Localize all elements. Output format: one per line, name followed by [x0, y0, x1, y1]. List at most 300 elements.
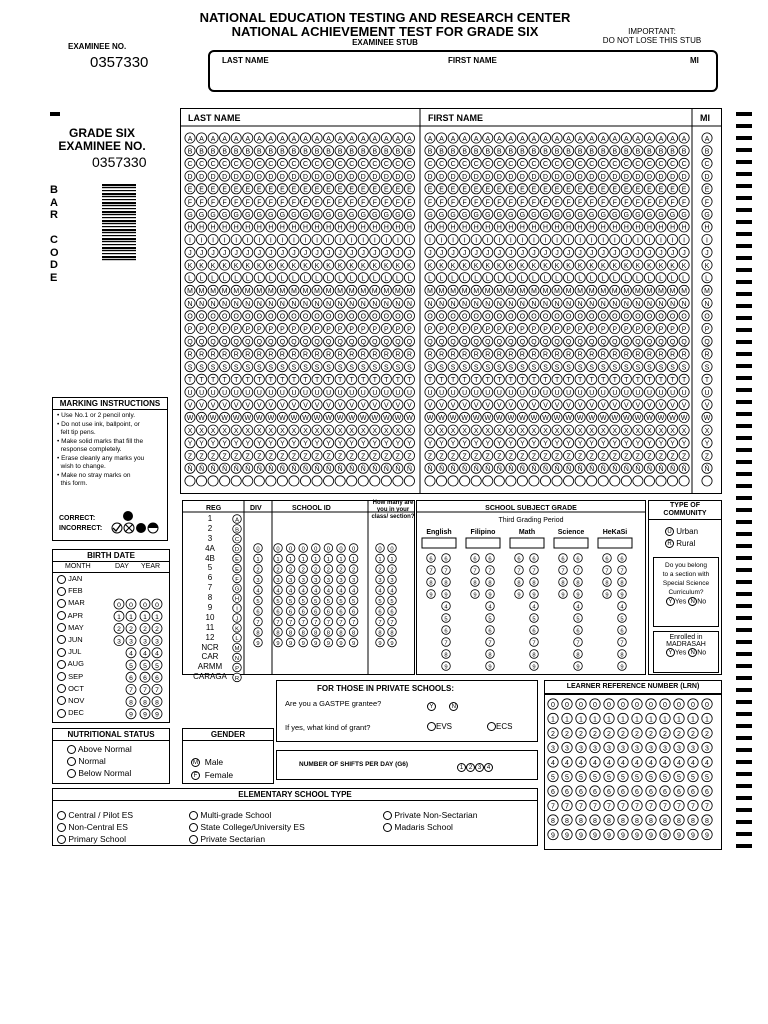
first-name-bubble[interactable] — [483, 285, 493, 295]
last-name-bubble[interactable] — [324, 222, 334, 232]
first-name-bubble[interactable] — [644, 336, 654, 346]
first-name-bubble[interactable] — [598, 247, 608, 257]
first-name-bubble[interactable] — [494, 260, 504, 270]
lrn-bubble[interactable] — [548, 742, 558, 752]
first-name-bubble[interactable] — [575, 146, 585, 156]
last-name-bubble[interactable] — [404, 425, 414, 435]
lrn-bubble[interactable] — [688, 757, 698, 767]
last-name-bubble[interactable] — [208, 311, 218, 321]
first-name-bubble[interactable] — [621, 247, 631, 257]
first-name-bubble[interactable] — [633, 374, 643, 384]
first-name-bubble[interactable] — [552, 463, 562, 473]
lrn-bubble[interactable] — [562, 699, 572, 709]
first-name-bubble[interactable] — [587, 400, 597, 410]
first-name-bubble[interactable] — [494, 463, 504, 473]
first-name-bubble[interactable] — [460, 222, 470, 232]
first-name-bubble[interactable] — [517, 463, 527, 473]
subject-ones-bubble[interactable] — [574, 590, 583, 599]
last-name-bubble[interactable] — [404, 400, 414, 410]
last-name-bubble[interactable] — [277, 374, 287, 384]
first-name-bubble[interactable] — [436, 273, 446, 283]
first-name-bubble[interactable] — [621, 235, 631, 245]
first-name-bubble[interactable] — [517, 285, 527, 295]
first-name-bubble[interactable] — [633, 463, 643, 473]
last-name-bubble[interactable] — [220, 247, 230, 257]
subject-tens-bubble[interactable] — [515, 590, 524, 599]
first-name-bubble[interactable] — [460, 146, 470, 156]
region-bubble[interactable] — [233, 525, 242, 534]
first-name-bubble[interactable] — [529, 298, 539, 308]
last-name-bubble[interactable] — [208, 222, 218, 232]
last-name-bubble[interactable] — [277, 362, 287, 372]
school-id-bubble[interactable] — [349, 596, 358, 605]
first-name-bubble[interactable] — [598, 476, 608, 486]
first-name-bubble[interactable] — [483, 184, 493, 194]
first-name-bubble[interactable] — [564, 247, 574, 257]
first-name-bubble[interactable] — [471, 146, 481, 156]
first-name-bubble[interactable] — [448, 323, 458, 333]
first-name-bubble[interactable] — [471, 349, 481, 359]
first-name-bubble[interactable] — [471, 184, 481, 194]
school-id-bubble[interactable] — [337, 565, 346, 574]
last-name-bubble[interactable] — [324, 362, 334, 372]
first-name-bubble[interactable] — [506, 158, 516, 168]
first-name-bubble[interactable] — [506, 209, 516, 219]
last-name-bubble[interactable] — [370, 196, 380, 206]
last-name-bubble[interactable] — [312, 450, 322, 460]
subject-tens-bubble[interactable] — [559, 578, 568, 587]
first-name-bubble[interactable] — [610, 476, 620, 486]
first-name-bubble[interactable] — [610, 311, 620, 321]
lrn-bubble[interactable] — [688, 771, 698, 781]
last-name-bubble[interactable] — [185, 171, 195, 181]
mi-bubble[interactable] — [702, 425, 712, 435]
last-name-bubble[interactable] — [231, 463, 241, 473]
first-name-bubble[interactable] — [436, 387, 446, 397]
lrn-bubble[interactable] — [646, 757, 656, 767]
last-name-bubble[interactable] — [266, 298, 276, 308]
last-name-bubble[interactable] — [370, 273, 380, 283]
first-name-bubble[interactable] — [529, 336, 539, 346]
first-name-bubble[interactable] — [506, 235, 516, 245]
first-name-bubble[interactable] — [564, 196, 574, 206]
school-id-bubble[interactable] — [337, 617, 346, 626]
lrn-bubble[interactable] — [688, 829, 698, 839]
last-name-bubble[interactable] — [243, 285, 253, 295]
school-id-bubble[interactable] — [312, 565, 321, 574]
last-name-bubble[interactable] — [312, 196, 322, 206]
last-name-bubble[interactable] — [196, 374, 206, 384]
last-name-bubble[interactable] — [277, 146, 287, 156]
last-name-bubble[interactable] — [324, 425, 334, 435]
subject-ones-bubble[interactable] — [442, 566, 451, 575]
last-name-bubble[interactable] — [220, 323, 230, 333]
shifts-options[interactable]: 1 2 3 4 — [457, 759, 493, 777]
first-name-bubble[interactable] — [644, 235, 654, 245]
first-name-bubble[interactable] — [425, 146, 435, 156]
lrn-bubble[interactable] — [590, 786, 600, 796]
first-name-bubble[interactable] — [656, 362, 666, 372]
last-name-bubble[interactable] — [254, 285, 264, 295]
lrn-bubble[interactable] — [590, 829, 600, 839]
male-option[interactable]: M Male — [193, 757, 224, 767]
last-name-bubble[interactable] — [300, 247, 310, 257]
first-name-bubble[interactable] — [575, 400, 585, 410]
last-name-bubble[interactable] — [300, 438, 310, 448]
first-name-bubble[interactable] — [633, 412, 643, 422]
first-name-bubble[interactable] — [460, 184, 470, 194]
last-name-bubble[interactable] — [254, 323, 264, 333]
month-option-nov[interactable] — [53, 696, 113, 708]
first-name-bubble[interactable] — [552, 222, 562, 232]
mi-bubble[interactable] — [702, 450, 712, 460]
mi-bubble[interactable] — [702, 336, 712, 346]
subject-ones-bubble[interactable] — [618, 578, 627, 587]
school-id-bubble[interactable] — [286, 628, 295, 637]
nutrition-option-0-bubble[interactable] — [67, 745, 76, 754]
first-name-bubble[interactable] — [540, 298, 550, 308]
last-name-bubble[interactable] — [220, 171, 230, 181]
first-name-bubble[interactable] — [644, 450, 654, 460]
subject-tens-bubble[interactable] — [603, 578, 612, 587]
first-name-bubble[interactable] — [540, 146, 550, 156]
last-name-bubble[interactable] — [185, 425, 195, 435]
first-name-bubble[interactable] — [587, 196, 597, 206]
lrn-bubble[interactable] — [590, 771, 600, 781]
last-name-bubble[interactable] — [185, 463, 195, 473]
last-name-bubble[interactable] — [196, 400, 206, 410]
mi-bubble[interactable] — [702, 196, 712, 206]
last-name-bubble[interactable] — [335, 222, 345, 232]
lrn-bubble[interactable] — [660, 771, 670, 781]
lrn-bubble[interactable] — [604, 829, 614, 839]
first-name-bubble[interactable] — [471, 412, 481, 422]
last-name-bubble[interactable] — [243, 400, 253, 410]
month-option-sep-bubble[interactable] — [57, 672, 66, 681]
lrn-bubble[interactable] — [688, 800, 698, 810]
last-name-bubble[interactable] — [196, 438, 206, 448]
last-name-bubble[interactable] — [370, 323, 380, 333]
first-name-bubble[interactable] — [621, 222, 631, 232]
first-name-bubble[interactable] — [610, 247, 620, 257]
last-name-bubble[interactable] — [312, 362, 322, 372]
last-name-bubble[interactable] — [231, 425, 241, 435]
mi-bubble[interactable] — [702, 209, 712, 219]
first-name-bubble[interactable] — [656, 209, 666, 219]
last-name-bubble[interactable] — [266, 412, 276, 422]
last-name-bubble[interactable] — [358, 260, 368, 270]
division-bubble[interactable] — [254, 544, 263, 553]
first-name-bubble[interactable] — [679, 146, 689, 156]
first-name-bubble[interactable] — [471, 158, 481, 168]
first-name-bubble[interactable] — [483, 425, 493, 435]
month-option-dec-bubble[interactable] — [57, 709, 66, 718]
mi-bubble[interactable] — [702, 298, 712, 308]
first-name-bubble[interactable] — [587, 387, 597, 397]
first-name-bubble[interactable] — [483, 450, 493, 460]
first-name-bubble[interactable] — [517, 412, 527, 422]
first-name-bubble[interactable] — [517, 158, 527, 168]
first-name-bubble[interactable] — [644, 273, 654, 283]
last-name-bubble[interactable] — [347, 349, 357, 359]
first-name-bubble[interactable] — [483, 273, 493, 283]
last-name-bubble[interactable] — [196, 235, 206, 245]
first-name-bubble[interactable] — [517, 450, 527, 460]
region-bubble[interactable] — [233, 614, 242, 623]
last-name-bubble[interactable] — [231, 412, 241, 422]
last-name-bubble[interactable] — [358, 438, 368, 448]
last-name-bubble[interactable] — [381, 260, 391, 270]
last-name-bubble[interactable] — [231, 133, 241, 143]
last-name-bubble[interactable] — [243, 387, 253, 397]
first-name-bubble[interactable] — [529, 412, 539, 422]
mi-bubble[interactable] — [702, 323, 712, 333]
first-name-bubble[interactable] — [483, 336, 493, 346]
last-name-bubble[interactable] — [277, 412, 287, 422]
last-name-bubble[interactable] — [196, 425, 206, 435]
lrn-bubble[interactable] — [590, 713, 600, 723]
gastpe-options[interactable]: Y N — [427, 698, 458, 716]
first-name-bubble[interactable] — [448, 247, 458, 257]
first-name-bubble[interactable] — [494, 336, 504, 346]
last-name-bubble[interactable] — [196, 362, 206, 372]
last-name-bubble[interactable] — [381, 362, 391, 372]
year-ones-bubble[interactable] — [152, 636, 162, 646]
name-grid[interactable] — [180, 108, 722, 494]
last-name-bubble[interactable] — [324, 171, 334, 181]
first-name-bubble[interactable] — [633, 184, 643, 194]
first-name-bubble[interactable] — [575, 425, 585, 435]
school-id-bubble[interactable] — [286, 607, 295, 616]
last-name-bubble[interactable] — [185, 235, 195, 245]
lrn-bubble[interactable] — [618, 815, 628, 825]
last-name-bubble[interactable] — [277, 209, 287, 219]
first-name-bubble[interactable] — [587, 146, 597, 156]
last-name-bubble[interactable] — [185, 362, 195, 372]
lrn-bubble[interactable] — [548, 699, 558, 709]
first-name-bubble[interactable] — [471, 438, 481, 448]
first-name-bubble[interactable] — [587, 158, 597, 168]
last-name-bubble[interactable] — [254, 171, 264, 181]
first-name-bubble[interactable] — [610, 336, 620, 346]
first-name-bubble[interactable] — [598, 184, 608, 194]
last-name-bubble[interactable] — [381, 209, 391, 219]
lrn-bubble[interactable] — [576, 800, 586, 810]
last-name-bubble[interactable] — [220, 374, 230, 384]
lrn-bubble[interactable] — [688, 728, 698, 738]
last-name-bubble[interactable] — [208, 438, 218, 448]
first-name-bubble[interactable] — [471, 374, 481, 384]
last-name-bubble[interactable] — [358, 425, 368, 435]
last-name-bubble[interactable] — [185, 387, 195, 397]
last-name-bubble[interactable] — [404, 171, 414, 181]
last-name-bubble[interactable] — [312, 146, 322, 156]
last-name-bubble[interactable] — [243, 374, 253, 384]
last-name-bubble[interactable] — [208, 476, 218, 486]
lrn-bubble[interactable] — [702, 742, 712, 752]
last-name-bubble[interactable] — [370, 158, 380, 168]
first-name-bubble[interactable] — [644, 323, 654, 333]
last-name-bubble[interactable] — [220, 336, 230, 346]
first-name-bubble[interactable] — [460, 362, 470, 372]
first-name-bubble[interactable] — [425, 285, 435, 295]
first-name-bubble[interactable] — [483, 374, 493, 384]
first-name-bubble[interactable] — [564, 235, 574, 245]
division-bubble[interactable] — [254, 586, 263, 595]
last-name-bubble[interactable] — [312, 285, 322, 295]
school-type-option-0-0-bubble[interactable] — [57, 811, 66, 820]
first-name-bubble[interactable] — [587, 476, 597, 486]
last-name-bubble[interactable] — [324, 323, 334, 333]
first-name-bubble[interactable] — [436, 222, 446, 232]
last-name-bubble[interactable] — [254, 412, 264, 422]
last-name-bubble[interactable] — [404, 311, 414, 321]
last-name-bubble[interactable] — [289, 438, 299, 448]
first-name-bubble[interactable] — [575, 196, 585, 206]
first-name-bubble[interactable] — [679, 311, 689, 321]
subject-ones-bubble[interactable] — [486, 626, 495, 635]
last-name-bubble[interactable] — [196, 387, 206, 397]
first-name-bubble[interactable] — [506, 387, 516, 397]
last-name-bubble[interactable] — [381, 425, 391, 435]
school-id-bubble[interactable] — [312, 586, 321, 595]
first-name-bubble[interactable] — [656, 146, 666, 156]
first-name-bubble[interactable] — [598, 311, 608, 321]
last-name-bubble[interactable] — [277, 235, 287, 245]
school-type-option-2-0-bubble[interactable] — [383, 811, 392, 820]
first-name-bubble[interactable] — [575, 260, 585, 270]
last-name-bubble[interactable] — [300, 133, 310, 143]
first-name-bubble[interactable] — [679, 425, 689, 435]
last-name-bubble[interactable] — [404, 222, 414, 232]
last-name-bubble[interactable] — [243, 158, 253, 168]
last-name-bubble[interactable] — [358, 387, 368, 397]
first-name-bubble[interactable] — [517, 260, 527, 270]
last-name-bubble[interactable] — [370, 171, 380, 181]
last-name-bubble[interactable] — [358, 196, 368, 206]
first-name-bubble[interactable] — [460, 336, 470, 346]
last-name-bubble[interactable] — [300, 273, 310, 283]
first-name-bubble[interactable] — [436, 298, 446, 308]
last-name-bubble[interactable] — [196, 476, 206, 486]
last-name-bubble[interactable] — [300, 209, 310, 219]
first-name-bubble[interactable] — [679, 463, 689, 473]
last-name-bubble[interactable] — [335, 400, 345, 410]
last-name-bubble[interactable] — [312, 171, 322, 181]
last-name-bubble[interactable] — [220, 349, 230, 359]
first-name-bubble[interactable] — [598, 450, 608, 460]
first-name-bubble[interactable] — [529, 209, 539, 219]
first-name-bubble[interactable] — [667, 387, 677, 397]
first-name-bubble[interactable] — [529, 247, 539, 257]
last-name-bubble[interactable] — [254, 387, 264, 397]
lrn-bubble[interactable] — [604, 771, 614, 781]
subject-ones-bubble[interactable] — [618, 590, 627, 599]
last-name-bubble[interactable] — [254, 425, 264, 435]
first-name-bubble[interactable] — [633, 196, 643, 206]
last-name-bubble[interactable] — [266, 247, 276, 257]
first-name-bubble[interactable] — [494, 171, 504, 181]
first-name-bubble[interactable] — [587, 171, 597, 181]
mi-bubble[interactable] — [702, 412, 712, 422]
last-name-bubble[interactable] — [277, 463, 287, 473]
first-name-bubble[interactable] — [564, 298, 574, 308]
subject-ones-bubble[interactable] — [486, 650, 495, 659]
last-name-bubble[interactable] — [381, 476, 391, 486]
first-name-bubble[interactable] — [506, 400, 516, 410]
lrn-bubble[interactable] — [646, 713, 656, 723]
lrn-bubble[interactable] — [688, 713, 698, 723]
subject-tens-bubble[interactable] — [427, 578, 436, 587]
class-size-ones-bubble[interactable] — [388, 617, 397, 626]
first-name-bubble[interactable] — [633, 158, 643, 168]
lrn-bubble[interactable] — [590, 742, 600, 752]
first-name-bubble[interactable] — [448, 171, 458, 181]
first-name-bubble[interactable] — [540, 387, 550, 397]
first-name-bubble[interactable] — [471, 247, 481, 257]
school-id-bubble[interactable] — [337, 586, 346, 595]
lrn-bubble[interactable] — [632, 757, 642, 767]
subject-ones-bubble[interactable] — [618, 626, 627, 635]
last-name-bubble[interactable] — [358, 158, 368, 168]
last-name-bubble[interactable] — [393, 463, 403, 473]
lrn-bubble[interactable] — [702, 771, 712, 781]
subject-tens-bubble[interactable] — [471, 590, 480, 599]
first-name-bubble[interactable] — [656, 336, 666, 346]
first-name-bubble[interactable] — [517, 425, 527, 435]
day-ones-bubble[interactable] — [126, 684, 136, 694]
last-name-bubble[interactable] — [393, 235, 403, 245]
last-name-bubble[interactable] — [312, 412, 322, 422]
first-name-bubble[interactable] — [471, 362, 481, 372]
first-name-bubble[interactable] — [633, 133, 643, 143]
subject-tens-bubble[interactable] — [471, 566, 480, 575]
last-name-bubble[interactable] — [254, 260, 264, 270]
first-name-bubble[interactable] — [460, 412, 470, 422]
first-name-bubble[interactable] — [471, 298, 481, 308]
last-name-bubble[interactable] — [335, 336, 345, 346]
first-name-bubble[interactable] — [529, 400, 539, 410]
first-name-bubble[interactable] — [471, 425, 481, 435]
first-name-bubble[interactable] — [460, 323, 470, 333]
last-name-bubble[interactable] — [381, 146, 391, 156]
first-name-bubble[interactable] — [494, 362, 504, 372]
last-name-bubble[interactable] — [185, 438, 195, 448]
first-name-bubble[interactable] — [436, 412, 446, 422]
last-name-bubble[interactable] — [220, 273, 230, 283]
first-name-bubble[interactable] — [540, 362, 550, 372]
first-name-bubble[interactable] — [425, 196, 435, 206]
last-name-bubble[interactable] — [220, 387, 230, 397]
first-name-bubble[interactable] — [483, 247, 493, 257]
last-name-bubble[interactable] — [289, 273, 299, 283]
last-name-bubble[interactable] — [358, 374, 368, 384]
lrn-bubble[interactable] — [646, 800, 656, 810]
first-name-bubble[interactable] — [621, 285, 631, 295]
first-name-bubble[interactable] — [656, 260, 666, 270]
school-type-option-1-1[interactable] — [189, 821, 305, 833]
subject-tens-bubble[interactable] — [603, 590, 612, 599]
last-name-bubble[interactable] — [393, 247, 403, 257]
class-size-tens-bubble[interactable] — [376, 544, 385, 553]
first-name-bubble[interactable] — [552, 171, 562, 181]
first-name-bubble[interactable] — [517, 184, 527, 194]
lrn-bubble[interactable] — [590, 699, 600, 709]
first-name-bubble[interactable] — [494, 209, 504, 219]
last-name-bubble[interactable] — [324, 349, 334, 359]
last-name-bubble[interactable] — [324, 438, 334, 448]
day-ones-bubble[interactable] — [126, 709, 136, 719]
